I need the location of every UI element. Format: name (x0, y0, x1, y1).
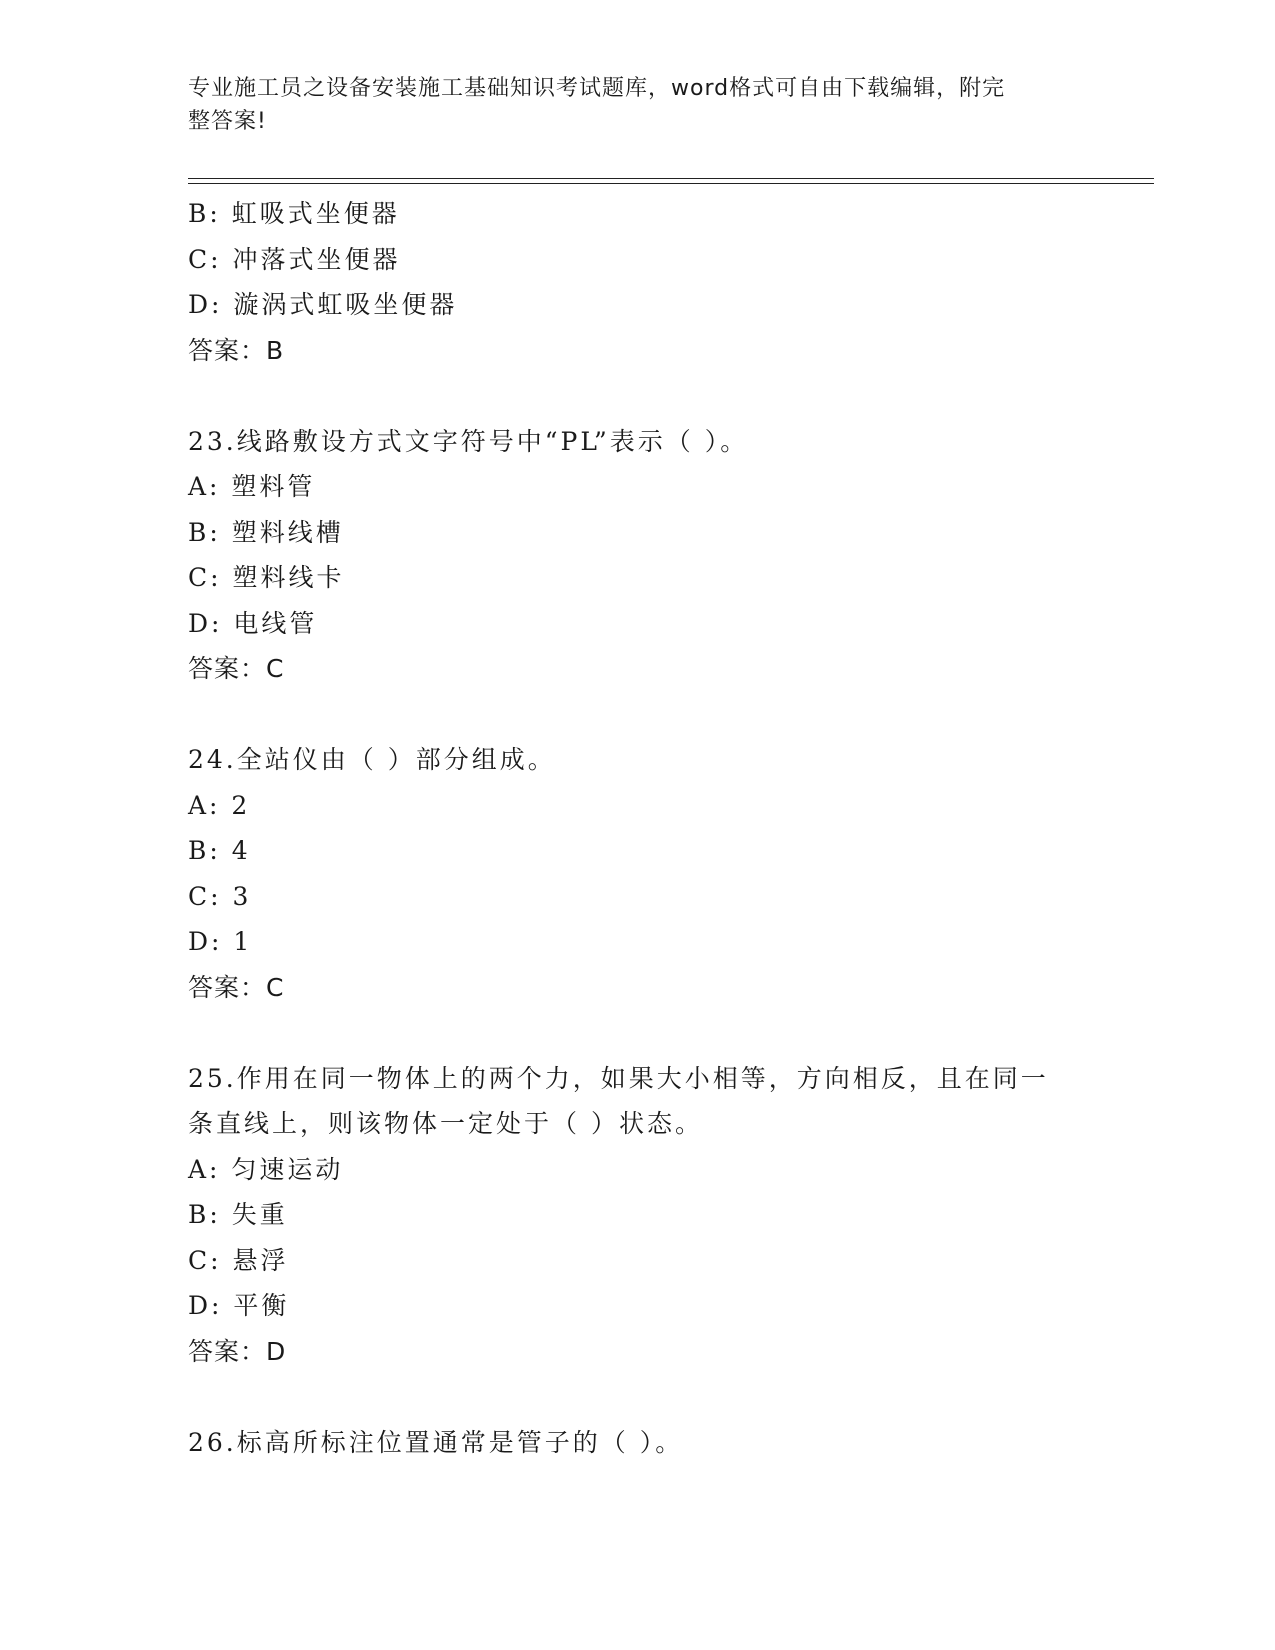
spacer (188, 1374, 1088, 1420)
header-divider-bottom (188, 183, 1154, 184)
header-divider-top (188, 178, 1154, 179)
question-23 (188, 419, 1088, 692)
answer-line: 答案：C (188, 972, 285, 1002)
option-a: A: 塑料管 (188, 472, 316, 501)
option-b: B: 4 (188, 836, 251, 865)
header-title-line-1: 专业施工员之设备安装施工基础知识考试题库，word格式可自由下载编辑，附完 (188, 76, 1006, 101)
option-c: C: 悬浮 (188, 1245, 289, 1275)
question-25 (188, 1056, 1088, 1375)
question-stem-line-1: 25.作用在同一物体上的两个力，如果大小相等，方向相反，且在同一 (188, 1063, 1049, 1093)
question-stem: 26.标高所标注位置通常是管子的（ ）。 (188, 1427, 684, 1457)
spacer (188, 373, 1088, 419)
option-d: D: 电线管 (188, 608, 318, 638)
spacer (188, 1010, 1088, 1056)
spacer (188, 692, 1088, 738)
option-c: C: 塑料线卡 (188, 563, 345, 592)
question-stem: 23.线路敷设方式文字符号中“PL”表示（ ）。 (188, 426, 749, 456)
document-header (188, 72, 1068, 138)
question-stem-line-2: 条直线上，则该物体一定处于（ ）状态。 (188, 1109, 703, 1138)
question-24 (188, 737, 1088, 1010)
answer-line: 答案：D (188, 1336, 287, 1366)
answer-line: 答案：B (188, 335, 285, 365)
option-a: A: 2 (188, 790, 251, 820)
header-title-line-2: 整答案! (188, 109, 267, 134)
option-d: D: 1 (188, 927, 253, 956)
option-c: C: 冲落式坐便器 (188, 244, 401, 274)
option-c: C: 3 (188, 881, 252, 911)
option-d: D: 平衡 (188, 1291, 290, 1320)
option-d: D: 漩涡式虹吸坐便器 (188, 290, 458, 319)
option-a: A: 匀速运动 (188, 1154, 344, 1184)
answer-line: 答案：C (188, 654, 285, 683)
option-b: B: 虹吸式坐便器 (188, 199, 400, 228)
option-b: B: 失重 (188, 1200, 288, 1229)
question-26 (188, 1420, 1088, 1466)
question-stem: 24.全站仪由（ ）部分组成。 (188, 745, 556, 774)
option-b: B: 塑料线槽 (188, 517, 344, 547)
question-list (188, 191, 1088, 1465)
previous-question-tail (188, 191, 1088, 373)
